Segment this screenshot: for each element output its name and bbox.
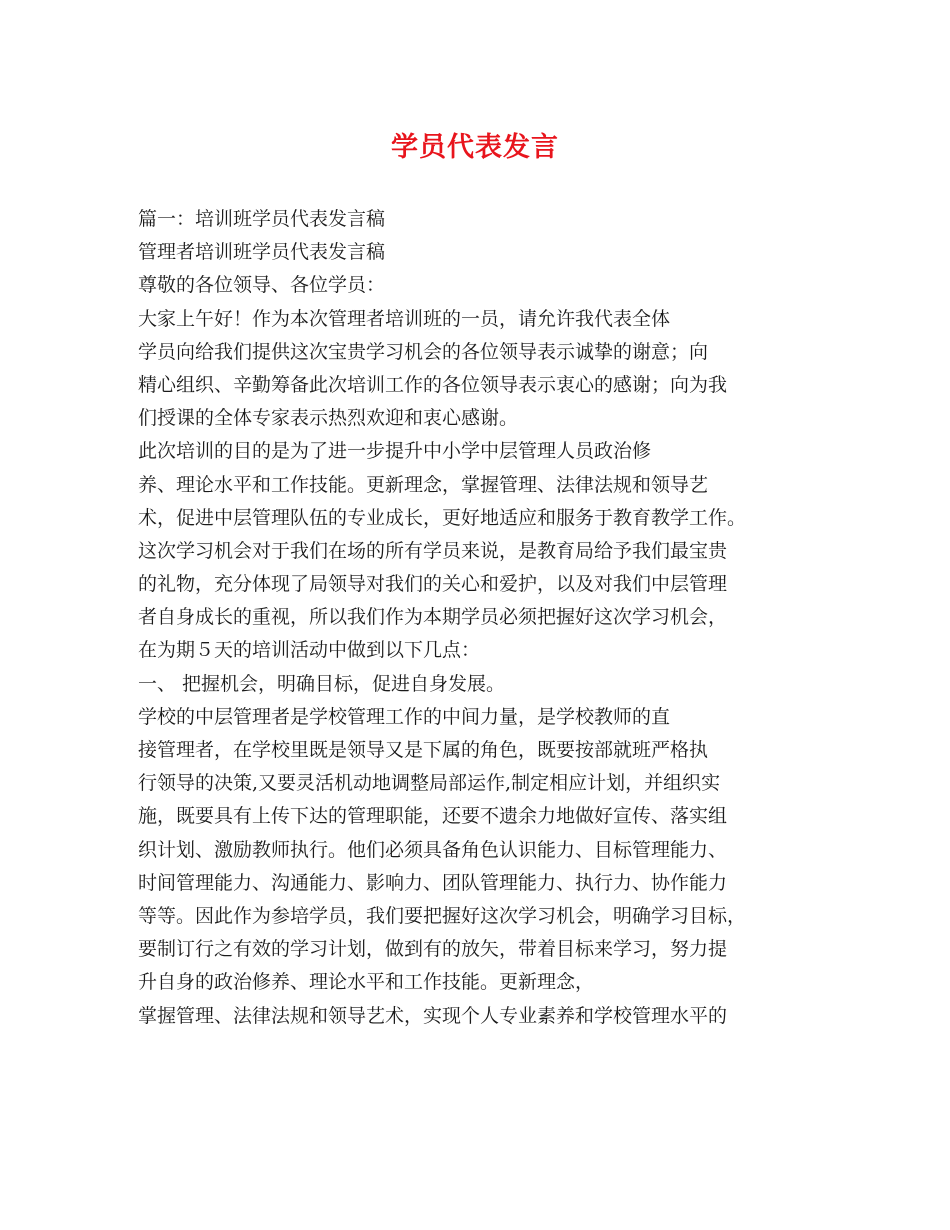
- body-line: 接管理者，在学校里既是领导又是下属的角色，既要按部就班严格执: [138, 739, 709, 761]
- body-line: 管理者培训班学员代表发言稿: [138, 241, 386, 264]
- body-line: 这次学习机会对于我们在场的所有学员来说，是教育局给予我们最宝贵: [138, 539, 728, 562]
- document-title: 学员代表发言: [391, 132, 559, 163]
- body-line: 学员向给我们提供这次宝贵学习机会的各位领导表示诚挚的谢意；向: [138, 340, 709, 363]
- body-line: 者自身成长的重视，所以我们作为本期学员必须把握好这次学习机会，: [138, 606, 728, 629]
- body-line: 等等。因此作为参培学员，我们要把握好这次学习机会，明确学习目标，: [138, 904, 747, 927]
- body-line: 尊敬的各位领导、各位学员：: [138, 274, 386, 297]
- body-line: 织计划、激励教师执行。他们必须具备角色认识能力、目标管理能力、: [138, 838, 728, 861]
- body-line: 术，促进中层管理队伍的专业成长，更好地适应和服务于教育教学工作。: [138, 506, 747, 529]
- body-line: 要制订行之有效的学习计划，做到有的放矢，带着目标来学习，努力提: [138, 938, 728, 961]
- body-line: 行领导的决策,又要灵活机动地调整局部运作,制定相应计划，并组织实: [138, 772, 721, 795]
- body-line: 大家上午好！作为本次管理者培训班的一员，请允许我代表全体: [138, 307, 671, 330]
- body-line: 时间管理能力、沟通能力、影响力、团队管理能力、执行力、协作能力: [138, 871, 728, 894]
- body-line: 此次培训的目的是为了进一步提升中小学中层管理人员政治修: [138, 440, 652, 463]
- body-line: 的礼物，充分体现了局领导对我们的关心和爱护，以及对我们中层管理: [138, 573, 728, 596]
- body-line: 学校的中层管理者是学校管理工作的中间力量，是学校教师的直: [138, 705, 671, 728]
- body-line: 篇一：培训班学员代表发言稿: [138, 208, 386, 230]
- document-body: [138, 203, 828, 1033]
- body-line: 精心组织、辛勤筹备此次培训工作的各位领导表示衷心的感谢；向为我: [138, 373, 728, 396]
- body-line: 施，既要具有上传下达的管理职能，还要不遗余力地做好宣传、落实组: [138, 805, 728, 828]
- body-line: 在为期５天的培训活动中做到以下几点：: [138, 639, 481, 662]
- body-line: 一、 把握机会，明确目标，促进自身发展。: [138, 672, 506, 695]
- body-line: 掌握管理、法律法规和领导艺术，实现个人专业素养和学校管理水平的: [138, 1004, 728, 1027]
- body-line: 升自身的政治修养、理论水平和工作技能。更新理念，: [138, 971, 595, 994]
- body-line: 们授课的全体专家表示热烈欢迎和衷心感谢。: [138, 407, 519, 430]
- body-line: 养、理论水平和工作技能。更新理念，掌握管理、法律法规和领导艺: [138, 473, 709, 496]
